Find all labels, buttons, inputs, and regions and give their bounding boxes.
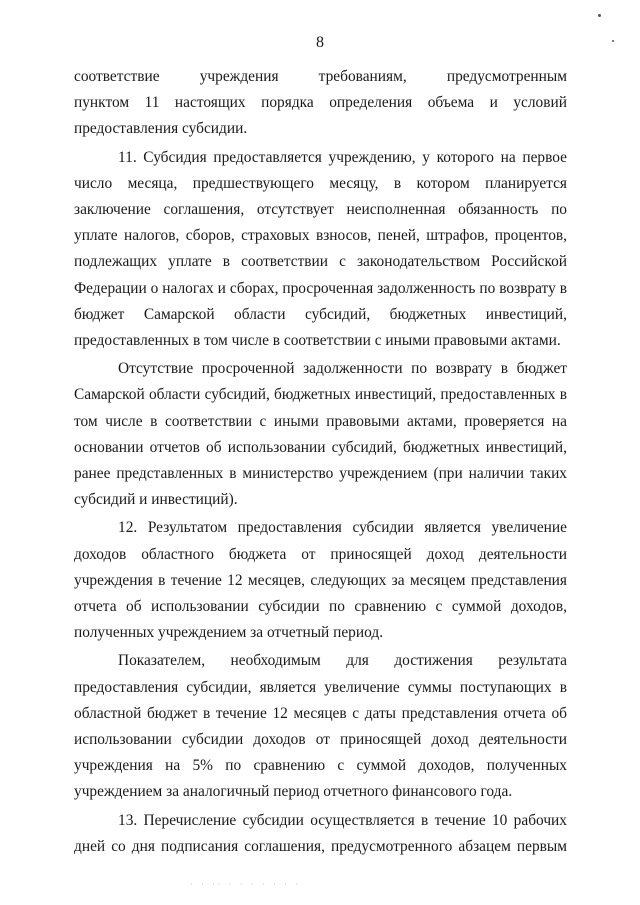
text-line: использовании субсидии доходов от приносящей доход деятельности [74, 731, 567, 749]
text-line: число месяца, предшествующего месяцу, в котором планируется [74, 174, 567, 192]
text-line: Самарской области субсидий, бюджетных инвестиций, предоставленных в [74, 386, 567, 404]
document-body [74, 64, 567, 860]
paragraph-debt-check [74, 356, 567, 513]
paragraph-continuation [74, 64, 567, 143]
text-line: предоставленных в том числе в соответствии с иными правовыми актами. [74, 332, 561, 350]
paragraph-clause-13 [74, 808, 567, 860]
text-line: учреждения в течение 12 месяцев, следующих за месяцем представления [74, 571, 567, 589]
text-line: отчета об использовании субсидии по сравнению с суммой доходов, [74, 598, 567, 616]
paragraph-clause-11 [74, 145, 567, 355]
text-line: учреждением за аналогичный период отчетного финансового года. [74, 783, 513, 801]
text-line: предоставления субсидии. [74, 120, 248, 138]
paragraph-indicator [74, 648, 567, 805]
text-line: уплате налогов, сборов, страховых взносов, пеней, штрафов, процентов, [74, 227, 567, 245]
text-line: 13. Перечисление субсидии осуществляется в течение 10 рабочих [118, 811, 567, 829]
text-line: субсидий и инвестиций). [74, 491, 238, 509]
text-line: учреждения на 5% по сравнению с суммой доходов, полученных [74, 757, 567, 775]
text-line: подлежащих уплате в соответствии с законодательством Российской [74, 253, 567, 271]
scan-speck-mark [612, 40, 614, 42]
text-line: Отсутствие просроченной задолженности по возврату в бюджет [118, 360, 567, 378]
text-line: доходов областного бюджета от приносящей доход деятельности [74, 545, 567, 563]
text-line: заключение соглашения, отсутствует неисполненная обязанность по [74, 201, 567, 219]
text-line: том числе в соответствии с иными правовыми актами, проверяется на [74, 412, 567, 430]
text-line: соответствие учреждения требованиям, предусмотренным [74, 68, 567, 85]
text-line: 11. Субсидия предоставляется учреждению, у которого на первое [118, 148, 567, 166]
text-line: областной бюджет в течение 12 месяцев с даты представления отчета об [74, 704, 567, 722]
text-line: Федерации о налогах и сборах, просроченная задолженность по возврату в [74, 279, 567, 297]
page-number: 8 [316, 34, 324, 51]
text-line: предоставления субсидии, является увеличение суммы поступающих в [74, 678, 567, 696]
paragraph-clause-12 [74, 515, 567, 646]
scan-noise-mark: · · ·· · · · · · · · [190, 880, 301, 889]
text-line: пунктом 11 настоящих порядка определения объема и условий [74, 94, 567, 112]
text-line: полученных учреждением за отчетный период. [74, 624, 384, 642]
scan-speck-mark [598, 14, 601, 17]
text-line: основании отчетов об использовании субсидий, бюджетных инвестиций, [74, 438, 567, 456]
text-line: 12. Результатом предоставления субсидии является увеличение [118, 519, 567, 537]
text-line: дней со дня подписания соглашения, предусмотренного абзацем первым [74, 837, 567, 855]
text-line: бюджет Самарской области субсидий, бюджетных инвестиций, [74, 305, 567, 323]
text-line: ранее представленных в министерство учреждением (при наличии таких [74, 465, 567, 483]
text-line: Показателем, необходимым для достижения результата [118, 652, 567, 670]
